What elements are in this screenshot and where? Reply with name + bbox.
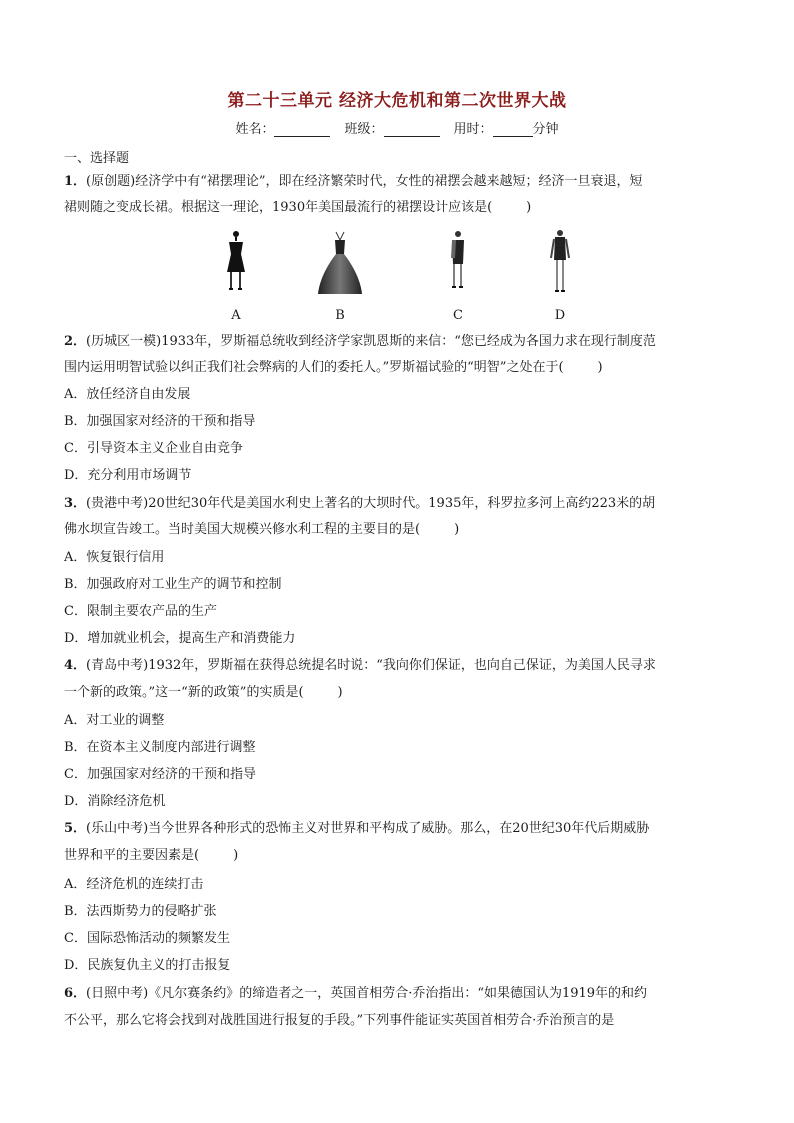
question-4-option-a[interactable]: A．对工业的调整 bbox=[64, 713, 165, 728]
question-3-option-d[interactable]: D．增加就业机会，提高生产和消费能力 bbox=[64, 631, 296, 646]
question-6-line-2: 不公平，那么它将会找到对战胜国进行报复的手段。”下列事件能证实英国首相劳合·乔治预言的是 bbox=[64, 1013, 615, 1028]
name-blank[interactable] bbox=[274, 122, 330, 137]
name-label: 姓名： bbox=[235, 122, 275, 137]
mini-dress-icon bbox=[540, 228, 580, 306]
class-blank[interactable] bbox=[384, 122, 440, 137]
question-2-option-a[interactable]: A．放任经济自由发展 bbox=[64, 387, 191, 402]
question-3-option-a[interactable]: A．恢复银行信用 bbox=[64, 550, 165, 565]
question-4-line-2: 一个新的政策。”这一“新的政策”的实质是( ) bbox=[64, 685, 343, 700]
question-2-option-c[interactable]: C．引导资本主义企业自由竞争 bbox=[64, 441, 243, 456]
question-number: 2． bbox=[64, 334, 87, 349]
question-number: 6． bbox=[64, 986, 87, 1001]
option-label-d: D bbox=[554, 308, 566, 323]
question-5-option-c[interactable]: C．国际恐怖活动的频繁发生 bbox=[64, 931, 230, 946]
question-3-line-1: 3．(贵港中考)20世纪30年代是美国水利史上著名的大坝时代。1935年，科罗拉多河上高约223米的胡 bbox=[64, 496, 656, 511]
short-black-dress-icon bbox=[216, 228, 256, 306]
question-3-option-b[interactable]: B．加强政府对工业生产的调节和控制 bbox=[64, 577, 282, 592]
question-6-line-1: 6．(日照中考)《凡尔赛条约》的缔造者之一，英国首相劳合·乔治指出：“如果德国认为1919年的和约 bbox=[64, 986, 648, 1001]
question-number: 4． bbox=[64, 658, 87, 673]
question-4-option-c[interactable]: C．加强国家对经济的干预和指导 bbox=[64, 767, 256, 782]
class-label: 班级： bbox=[344, 122, 384, 137]
time-label: 用时： bbox=[453, 122, 493, 137]
dress-option-d bbox=[530, 228, 590, 328]
question-2-option-d[interactable]: D．充分利用市场调节 bbox=[64, 468, 192, 483]
long-ball-gown-icon bbox=[315, 228, 365, 306]
option-label-c: C bbox=[453, 308, 463, 323]
question-number: 3． bbox=[64, 496, 87, 511]
question-3-option-c[interactable]: C．限制主要农产品的生产 bbox=[64, 604, 217, 619]
section-heading: 一、选择题 bbox=[64, 151, 130, 166]
dress-option-a bbox=[206, 228, 266, 328]
short-dress-with-jacket-icon bbox=[438, 228, 478, 306]
question-1-line-1: 1．(原创题)经济学中有“裙摆理论”，即在经济繁荣时代，女性的裙摆会越来越短；经济一旦衰退，短 bbox=[64, 174, 643, 189]
minutes-label: 分钟 bbox=[532, 122, 559, 137]
question-4-option-b[interactable]: B．在资本主义制度内部进行调整 bbox=[64, 740, 256, 755]
question-2-line-1: 2．(历城区一模)1933年，罗斯福总统收到经济学家凯恩斯的来信：“您已经成为各国力求在现行制度范 bbox=[64, 334, 656, 349]
question-number: 5． bbox=[64, 821, 87, 836]
dress-option-c bbox=[428, 228, 488, 328]
question-3-line-2: 佛水坝宣告竣工。当时美国大规模兴修水利工程的主要目的是( ) bbox=[64, 522, 460, 537]
question-5-option-d[interactable]: D．民族复仇主义的打击报复 bbox=[64, 958, 231, 973]
question-5-option-a[interactable]: A．经济危机的连续打击 bbox=[64, 877, 204, 892]
question-5-line-1: 5．(乐山中考)当今世界各种形式的恐怖主义对世界和平构成了威胁。那么，在20世纪30年代后期威胁 bbox=[64, 821, 650, 836]
question-4-option-d[interactable]: D．消除经济危机 bbox=[64, 794, 166, 809]
question-4-line-1: 4．(青岛中考)1932年，罗斯福在获得总统提名时说：“我向你们保证，也向自己保证，为美国人民寻求 bbox=[64, 658, 656, 673]
question-number: 1． bbox=[64, 174, 87, 189]
question-5-option-b[interactable]: B．法西斯势力的侵略扩张 bbox=[64, 904, 217, 919]
question-2-option-b[interactable]: B．加强国家对经济的干预和指导 bbox=[64, 414, 256, 429]
student-info bbox=[0, 118, 794, 137]
question-2-line-2: 围内运用明智试验以纠正我们社会弊病的人们的委托人。”罗斯福试验的“明智”之处在于( ) bbox=[64, 360, 603, 375]
dress-option-b bbox=[310, 228, 370, 328]
page-title: 第二十三单元 经济大危机和第二次世界大战 bbox=[227, 91, 567, 111]
time-blank[interactable] bbox=[493, 122, 533, 137]
option-label-b: B bbox=[335, 308, 345, 323]
option-label-a: A bbox=[231, 308, 241, 323]
question-1-line-2: 裙则随之变成长裙。根据这一理论，1930年美国最流行的裙摆设计应该是( ) bbox=[64, 200, 532, 215]
dress-options-figure bbox=[190, 228, 610, 328]
question-5-line-2: 世界和平的主要因素是( ) bbox=[64, 848, 239, 863]
